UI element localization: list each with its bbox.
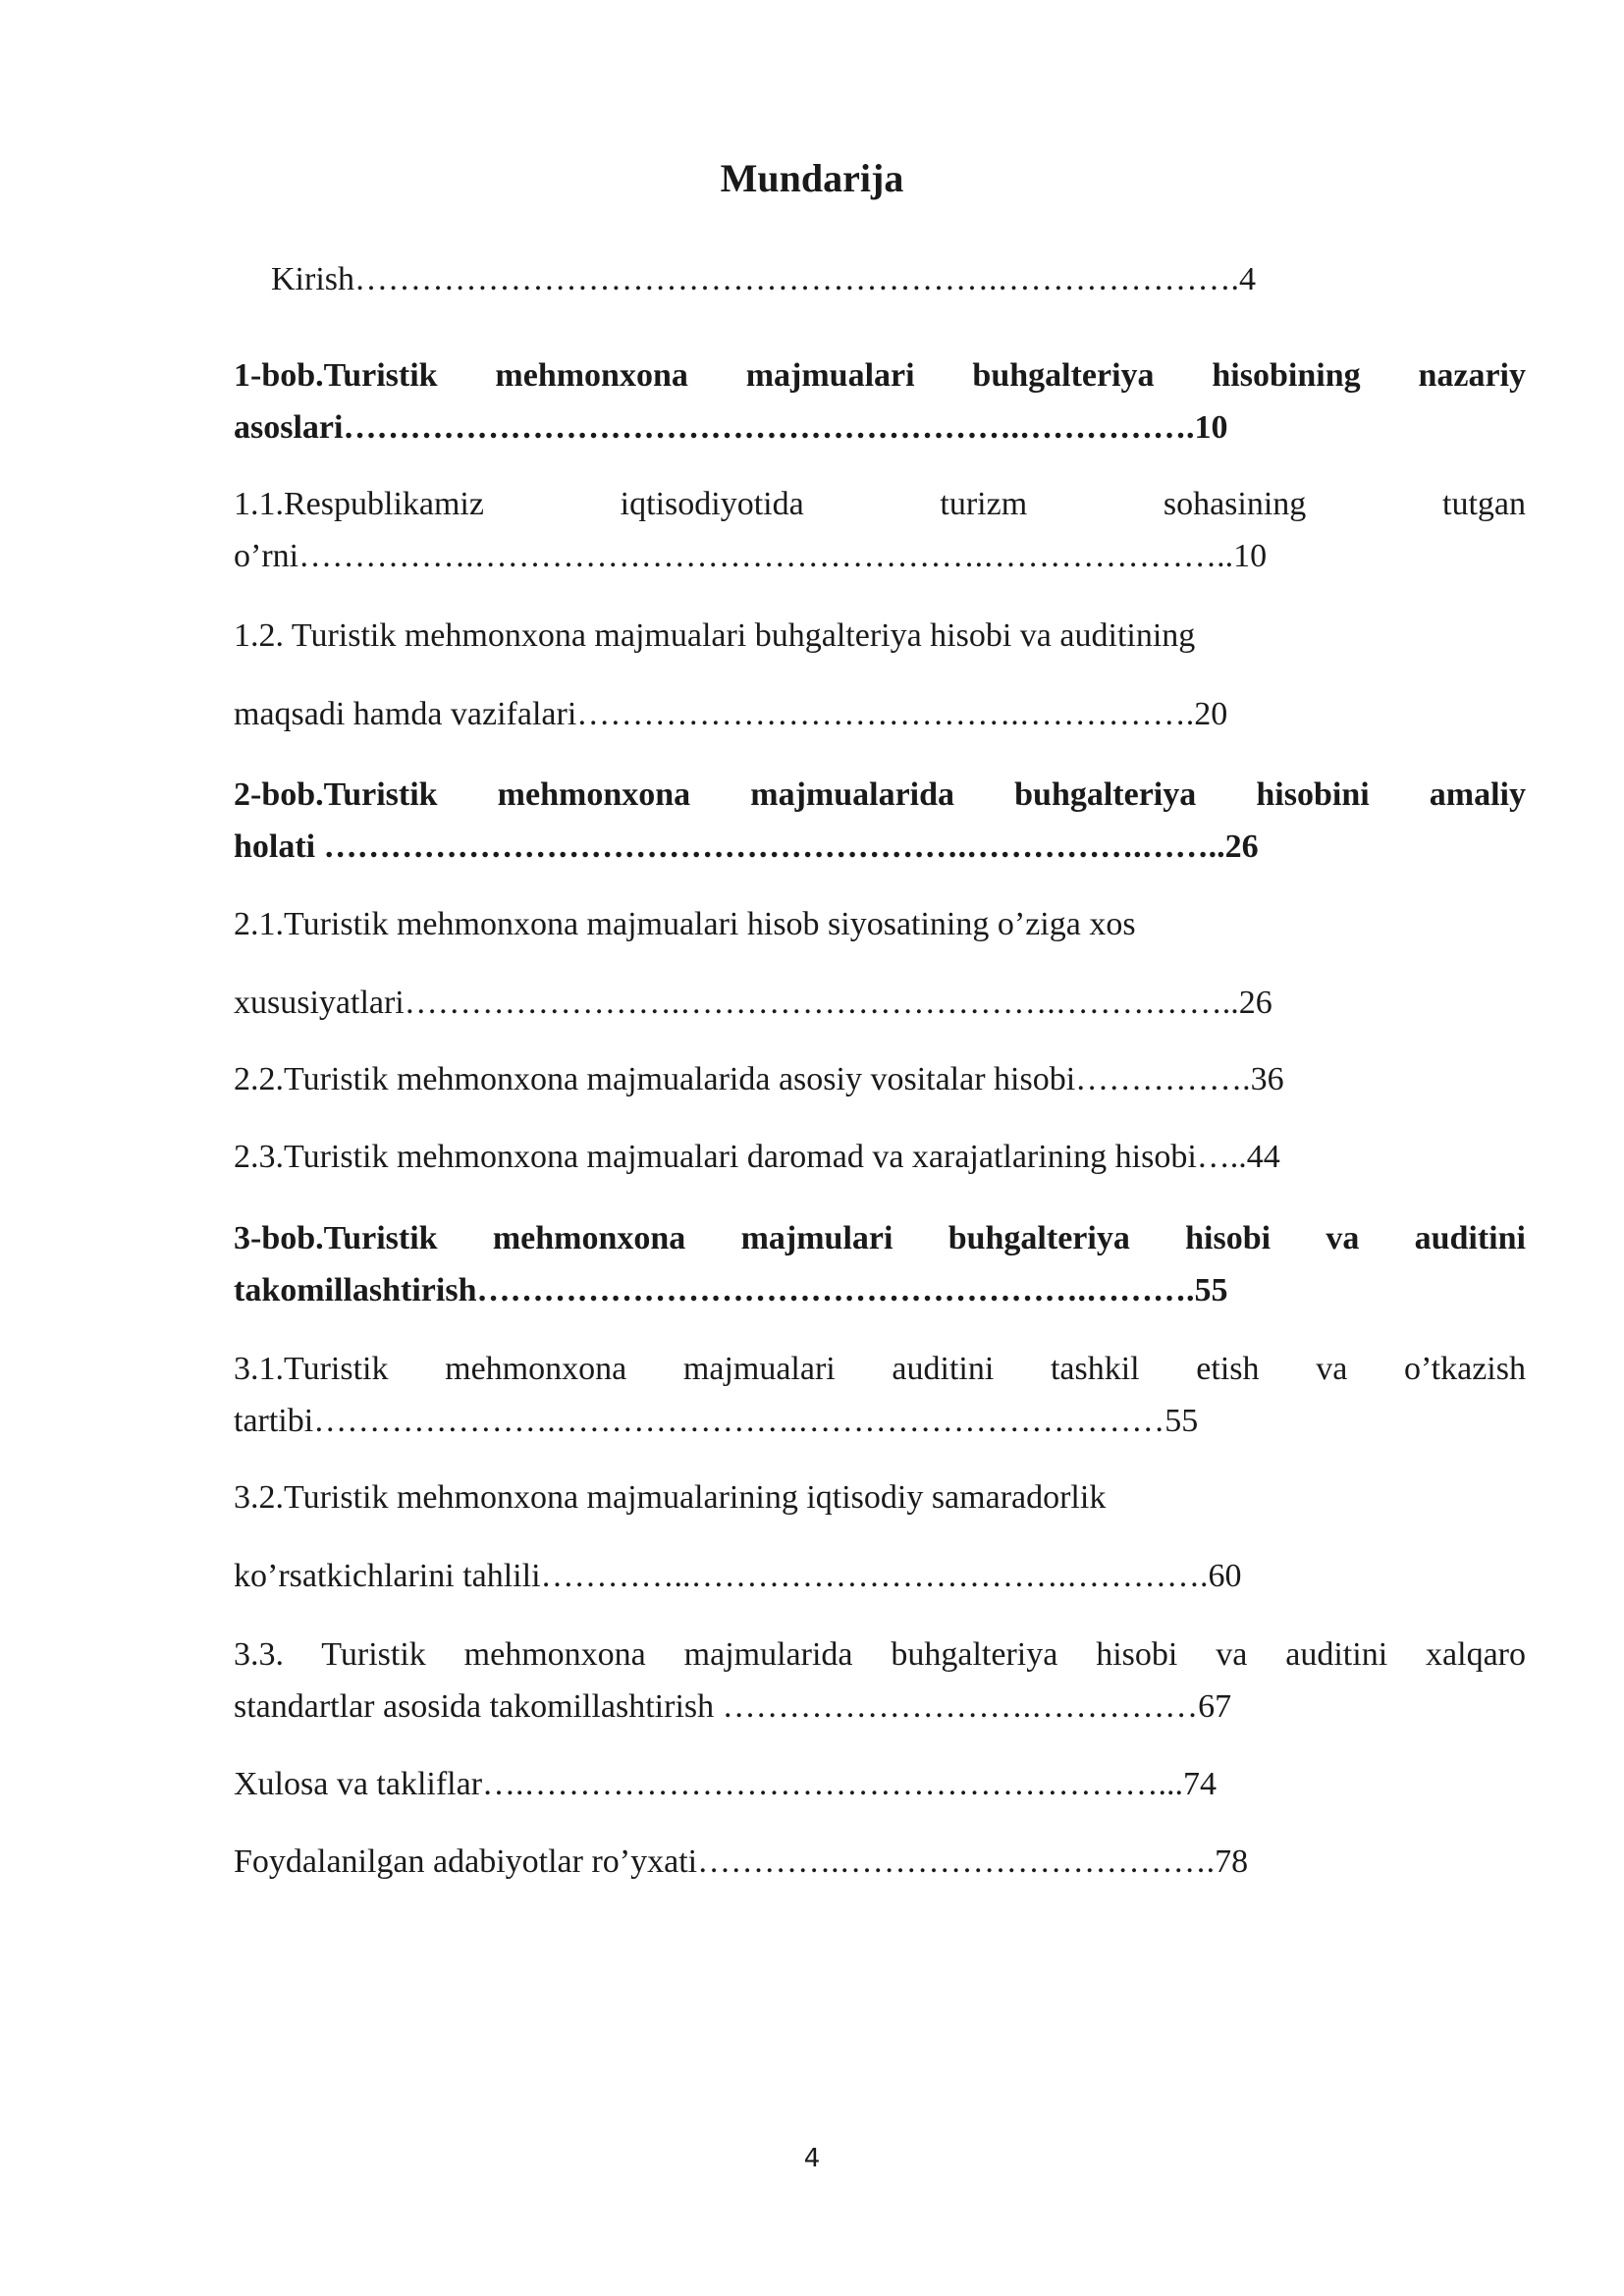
toc-entry-xulosa: Xulosa va takliflar….…………………………………………………...74 (234, 1766, 1218, 1802)
toc-section-3-3-cont: standartlar asosida takomillashtirish ……………………….……………67 (234, 1688, 1232, 1725)
toc-entry-adabiyotlar: Foydalanilgan adabiyotlar ro’yxati………….…………………………….78 (234, 1843, 1249, 1880)
page-number: 4 (803, 2144, 821, 2173)
toc-section-3-2: 3.2.Turistik mehmonxona majmualarining iqtisodiy samaradorlik (234, 1479, 1107, 1516)
toc-section-3-1-cont: tartibi………………….………………….……………………………55 (234, 1403, 1199, 1439)
toc-chapter-1-title: 1-bob.Turistik mehmonxona majmualari buhgalteriya hisobining nazariy (234, 357, 1526, 394)
toc-section-1-1-cont: o’rni…………….……………………………………….…………………..10 (234, 538, 1268, 574)
toc-entry-kirish: Kirish………………………………………………….………………….4 (271, 261, 1256, 297)
toc-section-2-1: 2.1.Turistik mehmonxona majmualari hisob siyosatining o’ziga xos (234, 906, 1136, 942)
toc-section-1-2: 1.2. Turistik mehmonxona majmualari buhgalteriya hisobi va auditining (234, 617, 1196, 654)
toc-section-3-1: 3.1.Turistik mehmonxona majmualari auditini tashkil etish va o’tkazish (234, 1351, 1526, 1387)
toc-section-2-2: 2.2.Turistik mehmonxona majmualarida asosiy vositalar hisobi…………….36 (234, 1061, 1284, 1097)
toc-chapter-2-title: 2-bob.Turistik mehmonxona majmualarida buhgalteriya hisobini amaliy (234, 776, 1526, 813)
toc-section-1-2-cont: maqsadi hamda vazifalari………………………………….…………….20 (234, 696, 1228, 732)
page-title: Mundarija (720, 156, 904, 200)
toc-section-3-3: 3.3. Turistik mehmonxona majmularida buhgalteriya hisobi va auditini xalqaro (234, 1636, 1526, 1673)
toc-chapter-2-title-cont: holati ………………………………………………….…………….……..26 (234, 828, 1259, 865)
toc-section-2-1-cont: xususiyatlari…………………….…………………………….……………..26 (234, 985, 1272, 1021)
toc-section-2-3: 2.3.Turistik mehmonxona majmualari daromad va xarajatlarining hisobi…..44 (234, 1139, 1280, 1175)
toc-chapter-1-title-cont: asoslari…………………………………………………….…………….10 (234, 409, 1228, 446)
toc-section-3-2-cont: ko’rsatkichlarini tahlili…………..…………………………….………….60 (234, 1558, 1242, 1594)
toc-chapter-3-title: 3-bob.Turistik mehmonxona majmulari buhgalteriya hisobi va auditini (234, 1220, 1526, 1256)
toc-chapter-3-title-cont: takomillashtirish……………………………………………….……….55 (234, 1272, 1228, 1308)
toc-section-1-1: 1.1.Respublikamiz iqtisodiyotida turizm sohasining tutgan (234, 486, 1526, 522)
